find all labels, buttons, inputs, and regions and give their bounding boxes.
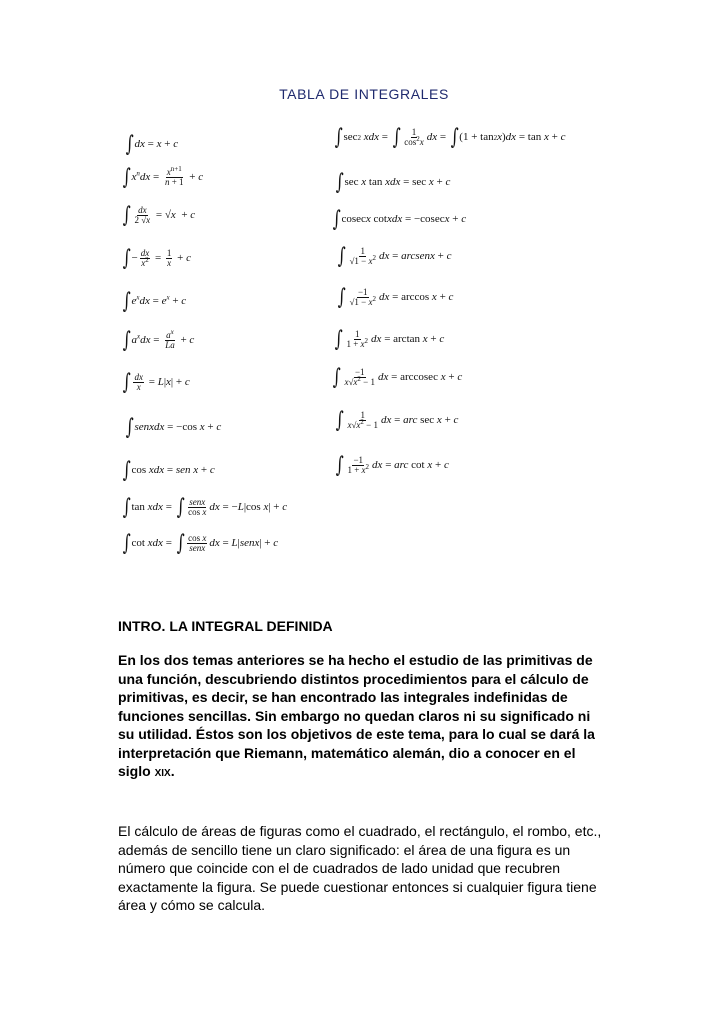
page-title: TABLA DE INTEGRALES xyxy=(279,86,449,102)
formula-right-4: ∫ $\frac{1}{√1 - x^2}$ dx = arcsenx + c xyxy=(337,244,452,270)
formula-left-5: ∫ $e^xdx$ = $e^x$ + c xyxy=(122,289,187,314)
formula-right-3: ∫ cosec x cot xdx = −cosec x + c xyxy=(332,207,467,232)
intro-paragraph-text: En los dos temas anteriores se ha hecho el estudio de las primitivas de una función, descubriendo distintos procedimientos para el cálculo de primitivas, es decir, se han encontrado las integrales indefinidas de funciones sencillas. Sin embargo no quedan claros ni su significado ni su utilidad. Éstos son los objetivos de este tema, para lo cual se dará la interpretación que Riemann, matemático alemán, dio a conocer en el siglo xyxy=(118,652,595,779)
formula-right-5: ∫ $\frac{-1}{√1 - x^2}$ dx = arccos x + c xyxy=(337,285,454,311)
formula-left-4: ∫ − $\frac{dx}{x^2}$ = $\frac{1}{x}$ + c xyxy=(122,246,192,272)
areas-paragraph: El cálculo de áreas de figuras como el cuadrado, el rectángulo, el rombo, etc., además de sencillo tiene un claro significado: el área de una figura es un número que coincide con el de cuadrados de lado unidad que recubren exactamente la figura. Se puede cuestionar entonces si cualquier figura tiene área y cómo se calcula. xyxy=(118,823,602,913)
formula-left-6: ∫ $a^xdx$ = $\frac{a^x}{La}$ + c xyxy=(122,328,195,354)
formula-left-3: ∫ $\frac{dx}{2 √x}$ = √ x + c xyxy=(122,203,196,229)
formula-left-1: ∫ dx = x + c xyxy=(125,132,179,157)
formula-left-7: ∫ $\frac{dx}{x}$ = L | x | + c xyxy=(122,370,190,396)
formula-left-10: ∫ tan xdx = ∫ $\frac{\text{senx}}{\text{cos x}}$ dx = − L |cos x | + c xyxy=(122,495,288,521)
section-heading: INTRO. LA INTEGRAL DEFINIDA xyxy=(118,618,333,634)
century-numeral: XIX xyxy=(154,768,171,779)
formula-left-11: ∫ cot xdx = ∫ $\frac{\text{cos x}}{\text{senx}}$ dx = L | senx | + c xyxy=(122,531,279,557)
formula-left-8: ∫ senxdx = −cos x + c xyxy=(125,415,222,440)
formula-right-2: ∫ sec x tan xdx = sec x + c xyxy=(335,170,451,195)
intro-paragraph xyxy=(118,651,602,784)
formula-right-6: ∫ $\frac{1}{1 + x^2}$ dx = arctan x + c xyxy=(334,327,445,353)
formula-left-9: ∫ cos xdx = sen x + c xyxy=(122,458,215,483)
formula-right-7: ∫ $\frac{-1}{x√x^2 - 1}$ dx = arccosec x + c xyxy=(332,365,463,391)
formula-right-9: ∫ $\frac{-1}{1 + x^2}$ dx = arc cot x + c xyxy=(335,453,449,479)
formula-right-1: ∫ sec 2 xdx = ∫ $\frac{1}{\cos^2x}$ dx = ∫ (1 + tan 2 x ) dx = tan x + c xyxy=(334,125,566,151)
intro-paragraph-end: . xyxy=(170,763,175,779)
formula-right-8: ∫ $\frac{1}{x√x^2 - 1}$ dx = arc sec x + c xyxy=(335,408,459,434)
formula-left-2: ∫ $x^ndx$ = $\frac{x^{n+1}}{n + 1}$ + c xyxy=(122,165,204,191)
